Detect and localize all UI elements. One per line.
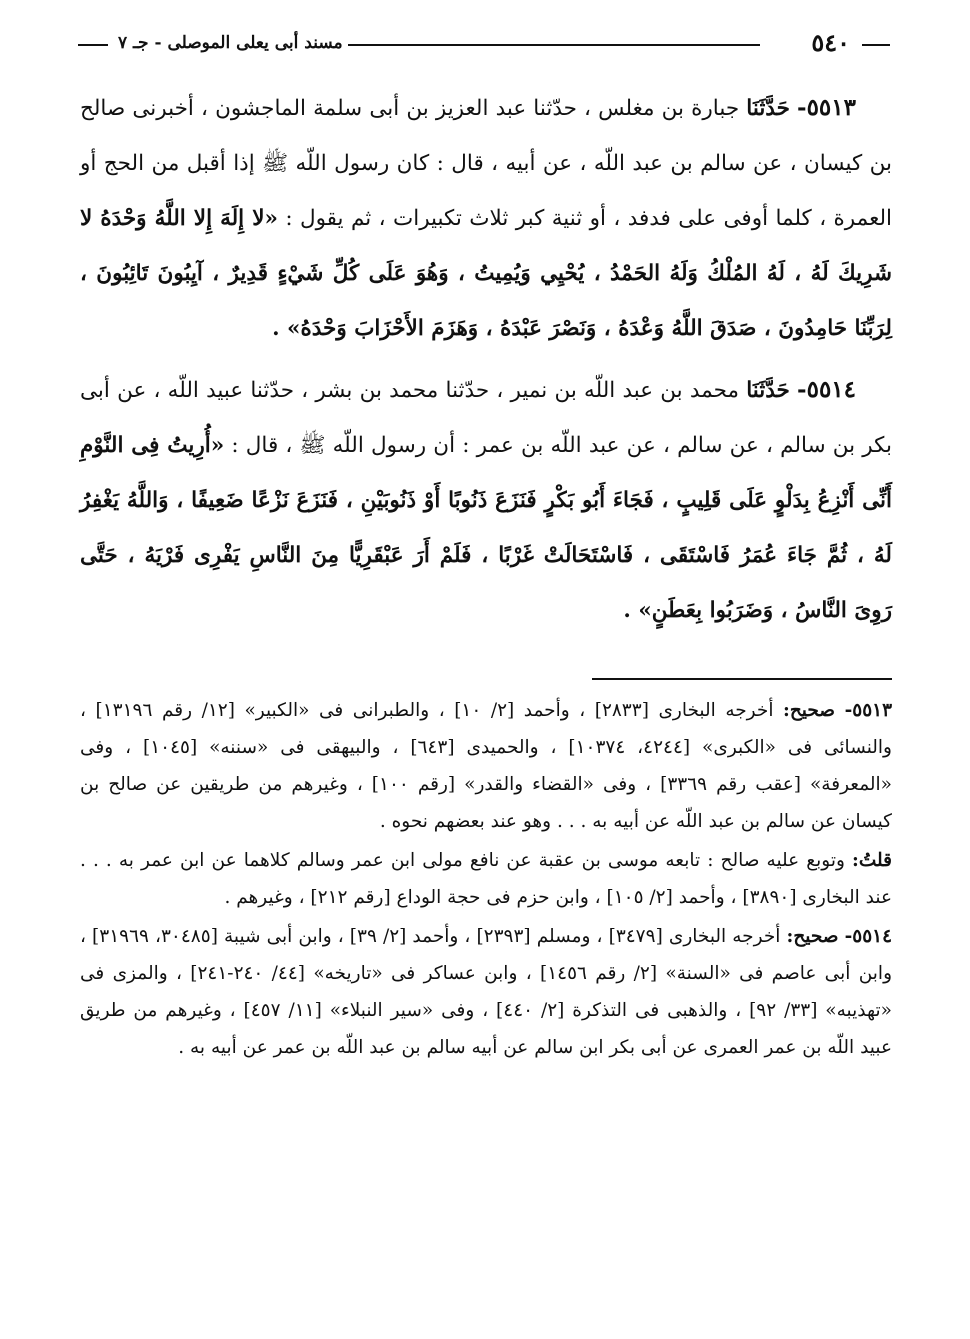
footnote-number: ٥٥١٤-	[844, 926, 893, 947]
hadith-lead: حَدَّثَنَا	[746, 378, 790, 403]
footnote-grade: صحيح:	[783, 700, 836, 721]
hadith-isnad: محمد بن عبد اللّه بن نمير ، حدّثنا محمد بن بشر ، حدّثنا عبيد اللّه ، عن أبى بكر بن سالم ، عن سالم ، عن عبد اللّه بن عمر : أن رسول اللّه ﷺ ، قال :	[80, 378, 892, 458]
hadith-5514	[80, 362, 892, 638]
hadith-number: ٥٥١٤-	[797, 376, 857, 403]
footnote-grade: صحيح:	[786, 926, 839, 947]
hadith-matn: «لا إِلَهَ إِلا اللَّهُ وَحْدَهُ لا شَرِيكَ لَهُ ، لَهُ المُلْكُ وَلَهُ الحَمْدُ ، يُحْيِي وَيُمِيتُ ، وَهُوَ عَلَى كُلِّ شَيْءٍ قَدِيرٌ ، آيِبُونَ تَائِبُونَ ، لِرَبِّنَا حَامِدُونَ ، صَدَقَ اللَّهُ وَعْدَهُ ، وَنَصْرَ عَبْدَهُ ، وَهَزَمَ الأَحْزَابَ وَحْدَهُ» .	[80, 206, 892, 341]
header-rule-left	[78, 44, 108, 46]
footnote-qult-label: قلتُ:	[852, 850, 892, 871]
footnote-5514	[80, 918, 892, 1066]
hadith-number: ٥٥١٣-	[797, 94, 856, 121]
footnote-text: وتوبع عليه صالح : تابعه موسى بن عقبة عن نافع مولى ابن عمر وسالم كلاهما عن ابن عمر به . . . عند البخارى [٣٨٩٠] ، وأحمد [٢/ ١٠٥] ، وابن حزم فى حجة الوداع [رقم ٢١٢] ، وغيرهم .	[80, 850, 892, 908]
footnote-number: ٥٥١٣-	[844, 700, 893, 721]
hadith-5513	[80, 80, 892, 356]
footnote-text: أخرجه البخارى [٣٤٧٩] ، ومسلم [٢٣٩٣] ، وأحمد [٢/ ٣٩] ، وابن أبى شيبة [٣٠٤٨٥، ٣١٩٦٩] ، وابن أبى عاصم فى «السنة» [٢/ رقم ١٤٥٦] ، وابن عساكر فى «تاريخه» [٤٤/ ٢٤٠-٢٤١] ، والمزى فى «تهذيبه» [٣٣/ ٩٢] ، والذهبى فى التذكرة [٢/ ٤٤٠] ، وفى «سير النبلاء» [١١/ ٤٥٧] ، وغيرهم من طريق عبيد اللّه بن عمر العمرى عن أبى بكر ابن سالم عن أبيه سالم بن عبد اللّه بن عمر عن أبيه به .	[80, 926, 893, 1058]
page-number: ٥٤٠	[811, 28, 850, 57]
footnote-qult	[80, 842, 892, 916]
hadith-isnad: جبارة بن مغلس ، حدّثنا عبد العزيز بن أبى سلمة الماجشون ، أخبرنى صالح بن كيسان ، عن سالم بن عبد اللّه ، عن أبيه ، قال : كان رسول اللّه ﷺ إذا أقبل من الحج أو العمرة ، كلما أوفى على فدفد ، أو ثنية كبر ثلاث تكبيرات ، ثم يقول :	[80, 96, 892, 231]
hadith-lead: حَدَّثَنَا	[746, 96, 790, 121]
running-header	[78, 30, 890, 58]
book-title: مسند أبى يعلى الموصلى - جـ ٧	[118, 33, 343, 53]
header-rule-right	[862, 44, 890, 46]
footnote-separator	[592, 678, 892, 680]
header-rule	[348, 44, 760, 46]
hadith-matn: «أُرِيتُ فِى النَّوْمِ أَنِّى أَنْزِعُ بِدَلْوٍ عَلَى قَلِيبٍ ، فَجَاءَ أَبُو بَكْرٍ فَنَزَعَ ذَنُوبًا أَوْ ذَنُوبَيْنِ ، فَنَزَعَ نَزْعًا ضَعِيفًا ، وَاللَّهُ يَغْفِرُ لَهُ ، ثُمَّ جَاءَ عُمَرُ فَاسْتَقَى ، فَاسْتَحَالَتْ غَرْبًا ، فَلَمْ أَرَ عَبْقَرِيًّا مِنَ النَّاسِ يَفْرِى فَرْيَهُ ، حَتَّى رَوِىَ النَّاسُ ، وَضَرَبُوا بِعَطَنٍ» .	[80, 433, 892, 623]
footnote-5513	[80, 692, 892, 840]
footnote-text: أخرجه البخارى [٢٨٣٣] ، وأحمد [٢/ ١٠] ، والطبرانى فى «الكبير» [١٢/ رقم ١٣١٩٦] ، والنسائى فى «الكبرى» [٤٢٤٤، ١٠٣٧٤] ، والحميدى [٦٤٣] ، والبيهقى فى «سننه» [١٠٤٥] ، وفى «المعرفة» [عقب رقم ٣٣٦٩] ، وفى «القضاء والقدر» [رقم ١٠٠] ، وغيرهم من طريقين عن صالح بن كيسان عن سالم بن عبد اللّه عن أبيه به . . . وهو عند بعضهم نحوه .	[80, 700, 892, 832]
main-text	[80, 80, 892, 644]
footnotes	[80, 692, 892, 1068]
